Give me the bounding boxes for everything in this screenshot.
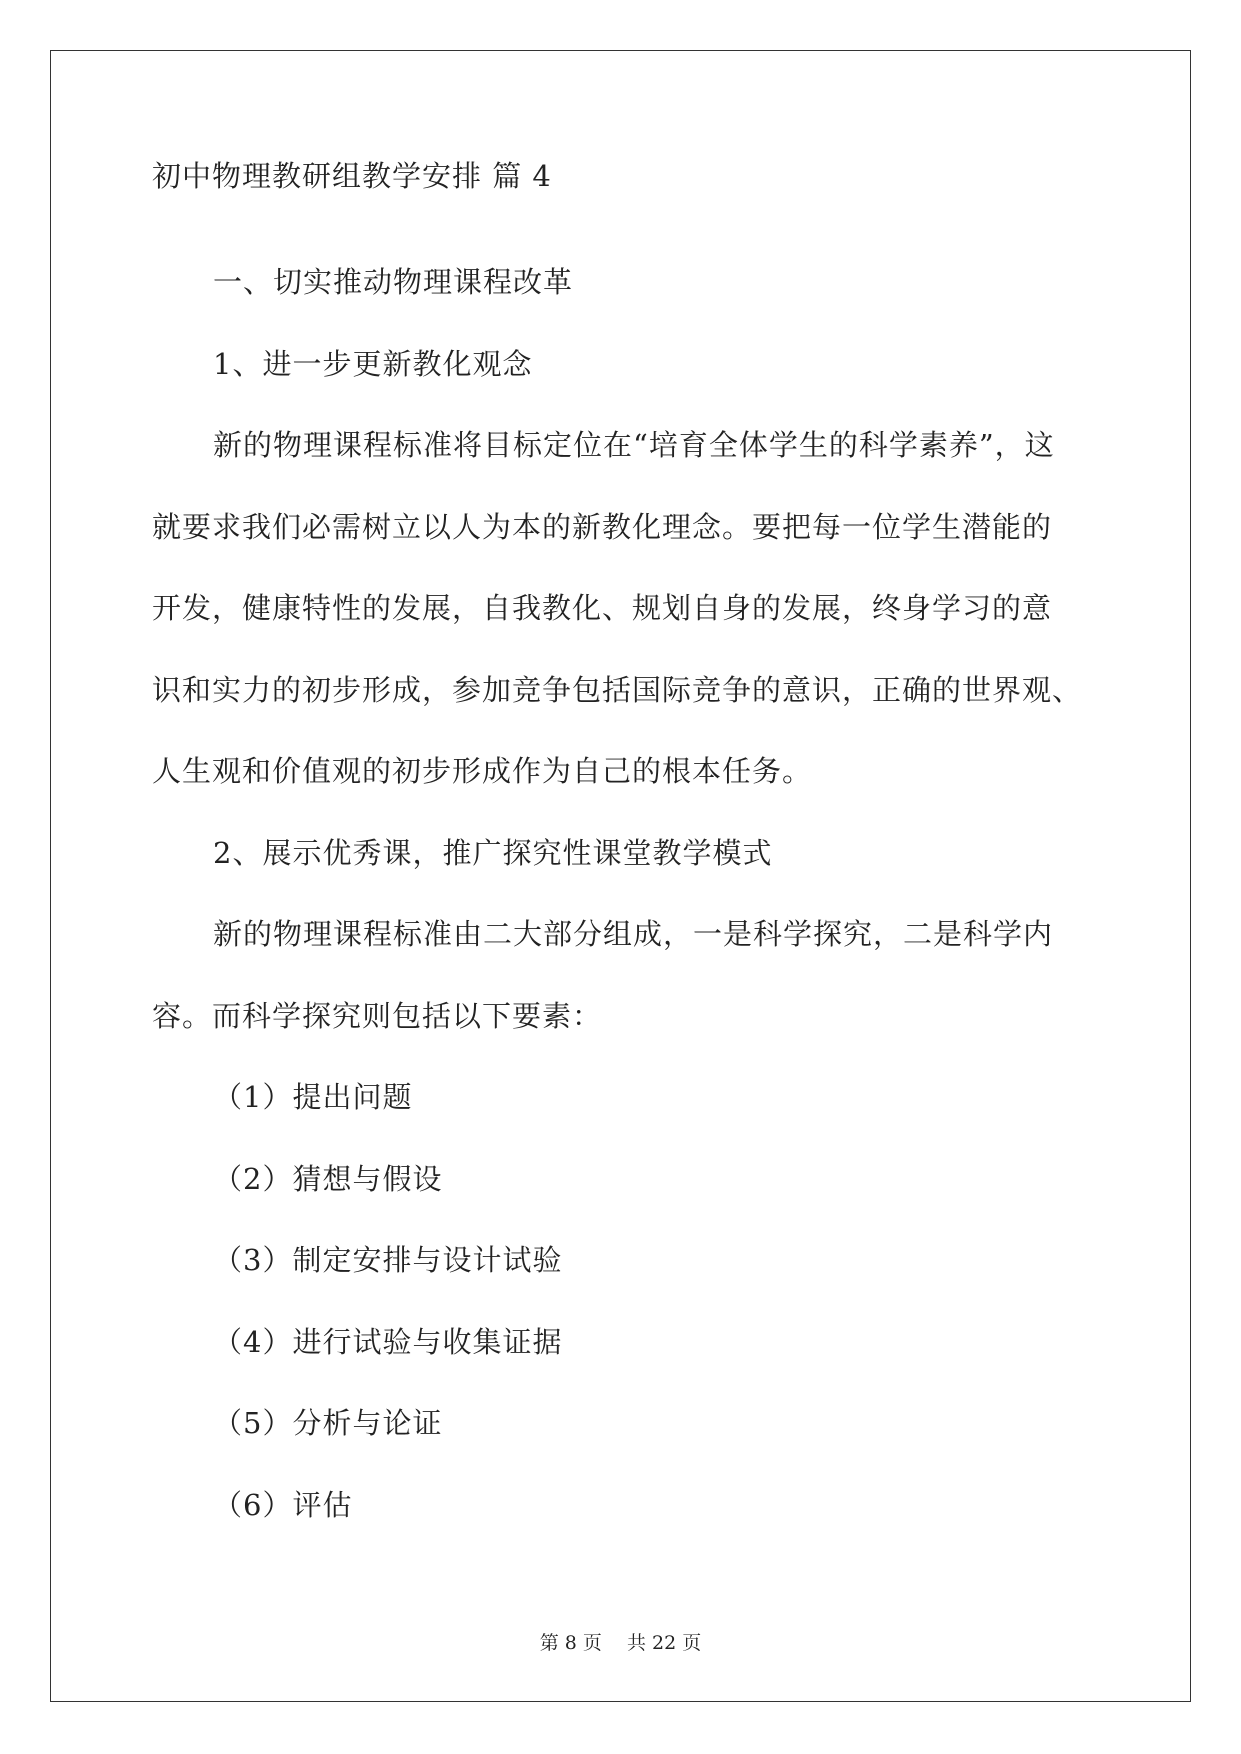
- document-body: [152, 160, 1092, 1546]
- section-heading: 一、切实推动物理课程改革: [213, 265, 574, 299]
- paragraph-line: 新的物理课程标准将目标定位在“培育全体学生的科学素养”，这: [213, 428, 1055, 462]
- paragraph-line: 就要求我们必需树立以人为本的新教化理念。要把每一位学生潜能的: [152, 509, 1053, 544]
- list-item: （2）猜想与假设: [213, 1161, 443, 1196]
- list-item: （6）评估: [213, 1487, 353, 1522]
- subsection-heading: 1、进一步更新教化观念: [213, 346, 533, 381]
- paragraph-line: 容。而科学探究则包括以下要素：: [152, 998, 603, 1033]
- subsection-heading: 2、展示优秀课，推广探究性课堂教学模式: [213, 835, 773, 870]
- paragraph-line: 人生观和价值观的初步形成作为自己的根本任务。: [152, 754, 813, 788]
- paragraph-line: 新的物理课程标准由二大部分组成，一是科学探究，二是科学内: [213, 917, 1054, 951]
- page-footer: 第 8 页 共 22 页: [539, 1632, 702, 1654]
- list-item: （3）制定安排与设计试验: [213, 1243, 563, 1277]
- paragraph-line: 开发，健康特性的发展，自我教化、规划自身的发展，终身学习的意: [152, 591, 1053, 625]
- list-item: （1）提出问题: [213, 1080, 413, 1114]
- paragraph-line: 识和实力的初步形成，参加竞争包括国际竞争的意识，正确的世界观、: [152, 672, 1083, 707]
- list-item: （4）进行试验与收集证据: [213, 1324, 563, 1359]
- document-title: 初中物理教研组教学安排 篇 4: [152, 159, 552, 193]
- list-item: （5）分析与论证: [213, 1406, 443, 1440]
